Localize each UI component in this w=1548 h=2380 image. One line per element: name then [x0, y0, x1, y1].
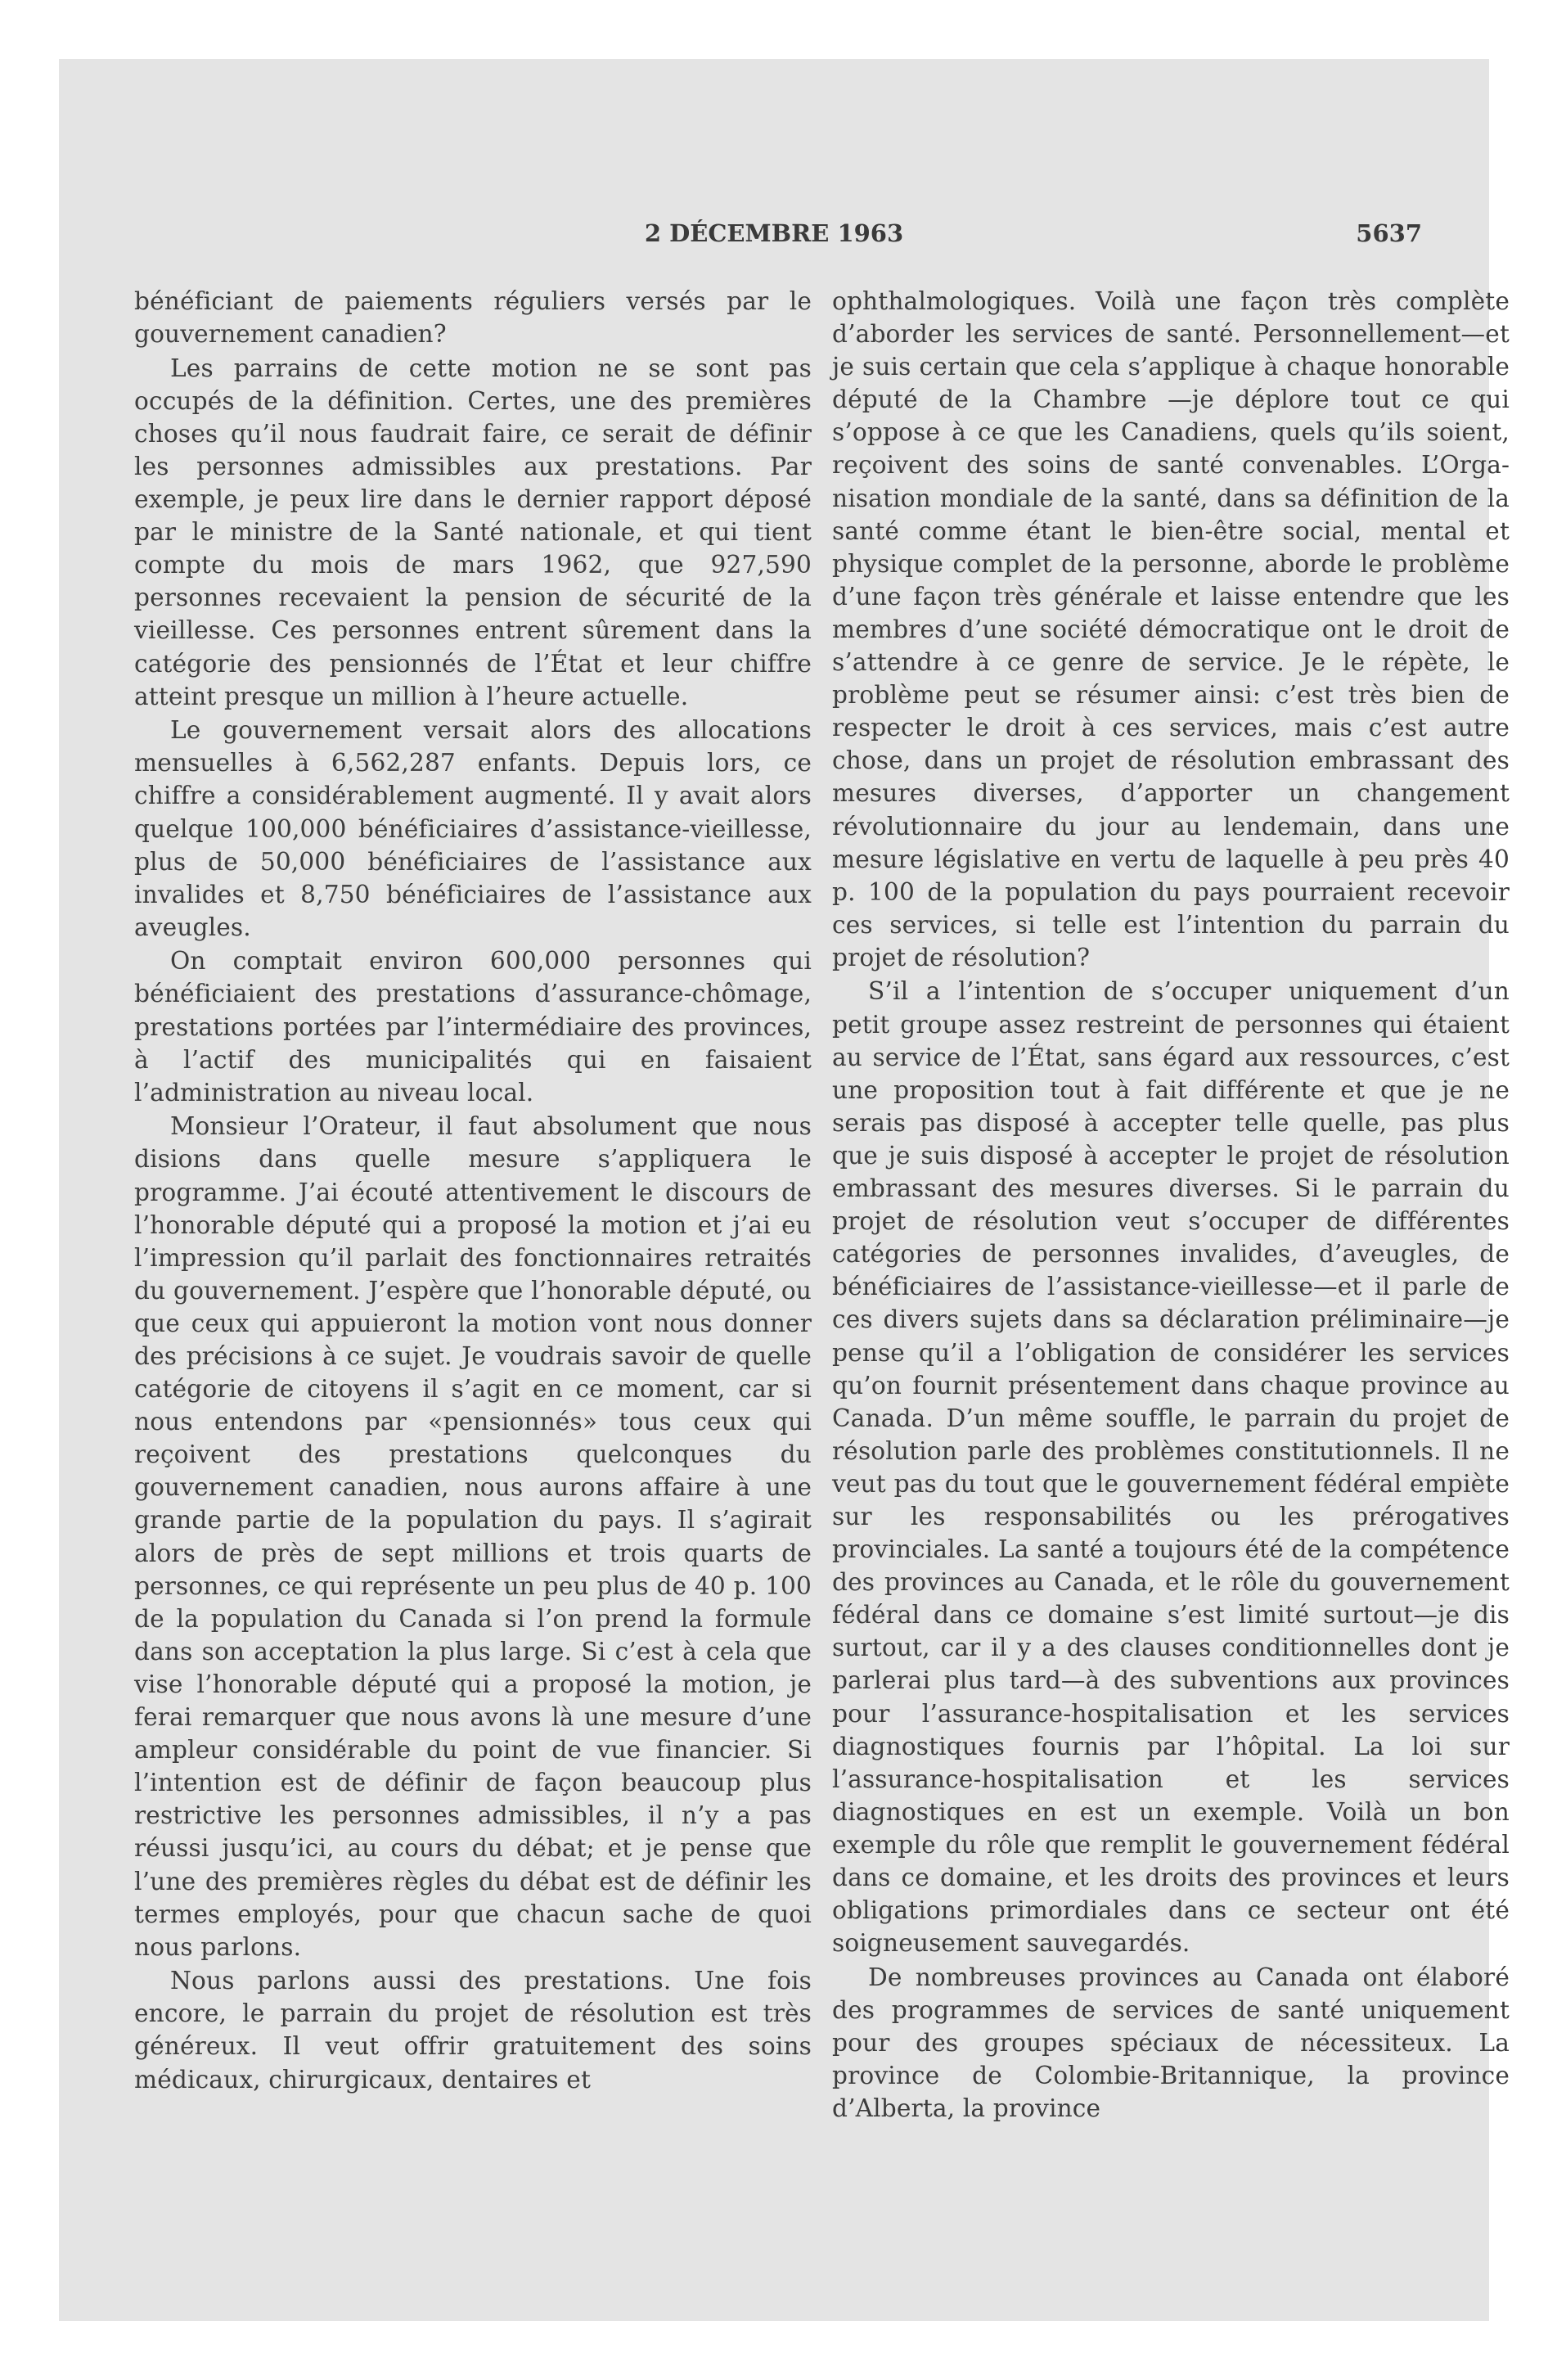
paragraph: Monsieur l’Orateur, il faut absolument que nous disions dans quelle mesure s’appliquera le programme. J’ai écouté attentivement le discours de l’honorable député qui a proposé la motion et j’ai eu l’impression qu’il parlait des fonctionnaires retraités du gouvernement. J’espère que l’honorable député, ou que ceux qui appuieront la motion vont nous donner des précisions à ce sujet. Je voudrais savoir de quelle catégorie de citoyens il s’agit en ce moment, car si nous entendons par «pensionnés» tous ceux qui reçoivent des prestations quelconques du gouvernement canadien, nous aurons affaire à une grande partie de la population du pays. Il s’agirait alors de près de sept millions et trois quarts de personnes, ce qui représente un peu plus de 40 p. 100 de la population du Canada si l’on prend la formule dans son acceptation la plus large. Si c’est à cela que vise l’honorable député qui a proposé la motion, je ferai remarquer que nous avons là une mesure d’une ampleur considérable du point de vue financier. Si l’intention est de définir de façon beaucoup plus restrictive les personnes admissibles, il n’y a pas réussi jusqu’ici, au cours du débat; et je pense que l’une des premières règles du débat est de définir les termes employés, pour que chacun sache de quoi nous parlons. — [134, 1112, 812, 1961]
left-column — [134, 285, 812, 2097]
right-column — [832, 285, 1510, 2126]
paragraph: De nombreuses provinces au Canada ont élaboré des programmes de services de santé uniquement pour des groupes spéciaux de nécessiteux. La province de Colombie-Britannique, la province d’Alberta, la province — [832, 1963, 1510, 2123]
paragraph: bénéficiant de paiements réguliers versés par le gouvernement canadien? — [134, 287, 812, 349]
paragraph: S’il a l’intention de s’occuper uniquement d’un petit groupe assez restreint de personnes qui étaient au service de l’État, sans égard aux ressources, c’est une proposition tout à fait différente et que je ne serais pas disposé à accepter telle quelle, pas plus que je suis disposé à accepter le projet de résolution embrassant des mesures diverses. Si le parrain du projet de résolution veut s’occuper de différentes catégories de personnes invalides, d’aveugles, de bénéficiaires de l’assistance-vieillesse—et il parle de ces divers sujets dans sa déclaration préliminaire—je pense qu’il a l’obligation de considérer les services qu’on fournit présentement dans chaque province au Canada. D’un même souffle, le parrain du projet de résolution parle des problèmes constitutionnels. Il ne veut pas du tout que le gouvernement fédéral empiète sur les responsabilités ou les prérogatives provinciales. La santé a toujours été de la compétence des provinces au Canada, et le rôle du gouvernement fédéral dans ce domaine s’est limité surtout—je dis surtout, car il y a des clauses conditionnelles dont je parlerai plus tard—à des subventions aux provinces pour l’assurance-hospitalisation et les services diagnostiques fournis par l’hôpital. La loi sur l’assurance-hospitalisation et les services diagnostiques en est un exemple. Voilà un bon exemple du rôle que remplit le gouvernement fédéral dans ce domaine, et les droits des provinces et leurs obligations primordiales dans ce secteur ont été soigneusement sauvegardés. — [832, 977, 1510, 1958]
page-number: 5637 — [1356, 219, 1422, 247]
paragraph: Nous parlons aussi des prestations. Une fois encore, le parrain du projet de résolution est très généreux. Il veut offrir gratuitement des soins médicaux, chirurgicaux, dentaires et — [134, 1967, 812, 2094]
paragraph: ophthalmologiques. Voilà une façon très complète d’aborder les services de santé. Personnellement—et je suis certain que cela s’applique à chaque honorable député de la Chambre —je déplore tout ce qui s’oppose à ce que les Canadiens, quels qu’ils soient, reçoivent des soins de santé convenables. L’Organisation mondiale de la santé, dans sa définition de la santé comme étant le bien-être social, mental et physique complet de la personne, aborde le problème d’une façon très générale et laisse entendre que les membres d’une société démocratique ont le droit de s’attendre à ce genre de service. Je le répète, le problème peut se résumer ainsi: c’est très bien de respecter le droit à ces services, mais c’est autre chose, dans un projet de résolution embrassant des mesures diverses, d’apporter un changement révolutionnaire du jour au lendemain, dans une mesure législative en vertu de laquelle à peu près 40 p. 100 de la population du pays pourraient recevoir ces services, si telle est l’intention du parrain du projet de résolution? — [832, 287, 1510, 971]
header-date: 2 DÉCEMBRE 1963 — [644, 219, 904, 247]
paragraph: Le gouvernement versait alors des allocations mensuelles à 6,562,287 enfants. Depuis lors, ce chiffre a considérablement augmenté. Il y avait alors quelque 100,000 bénéficiaires d’assistance-vieillesse, plus de 50,000 bénéficiaires de l’assistance aux invalides et 8,750 bénéficiaires de l’assistance aux aveugles. — [134, 716, 812, 941]
paragraph: On comptait environ 600,000 personnes qui bénéficiaient des prestations d’assurance-chômage, prestations portées par l’intermédiaire des provinces, à l’actif des municipalités qui en faisaient l’administration au niveau local. — [134, 947, 812, 1107]
scanned-page — [59, 59, 1510, 2321]
paragraph: Les parrains de cette motion ne se sont pas occupés de la définition. Certes, une des premières choses qu’il nous faudrait faire, ce serait de définir les personnes admissibles aux prestations. Par exemple, je peux lire dans le dernier rapport déposé par le ministre de la Santé nationale, et qui tient compte du mois de mars 1962, que 927,590 personnes recevaient la pension de sécurité de la vieillesse. Ces personnes entrent sûrement dans la catégorie des pensionnés de l’État et leur chiffre atteint presque un million à l’heure actuelle. — [134, 354, 812, 710]
page-header — [59, 219, 1489, 259]
